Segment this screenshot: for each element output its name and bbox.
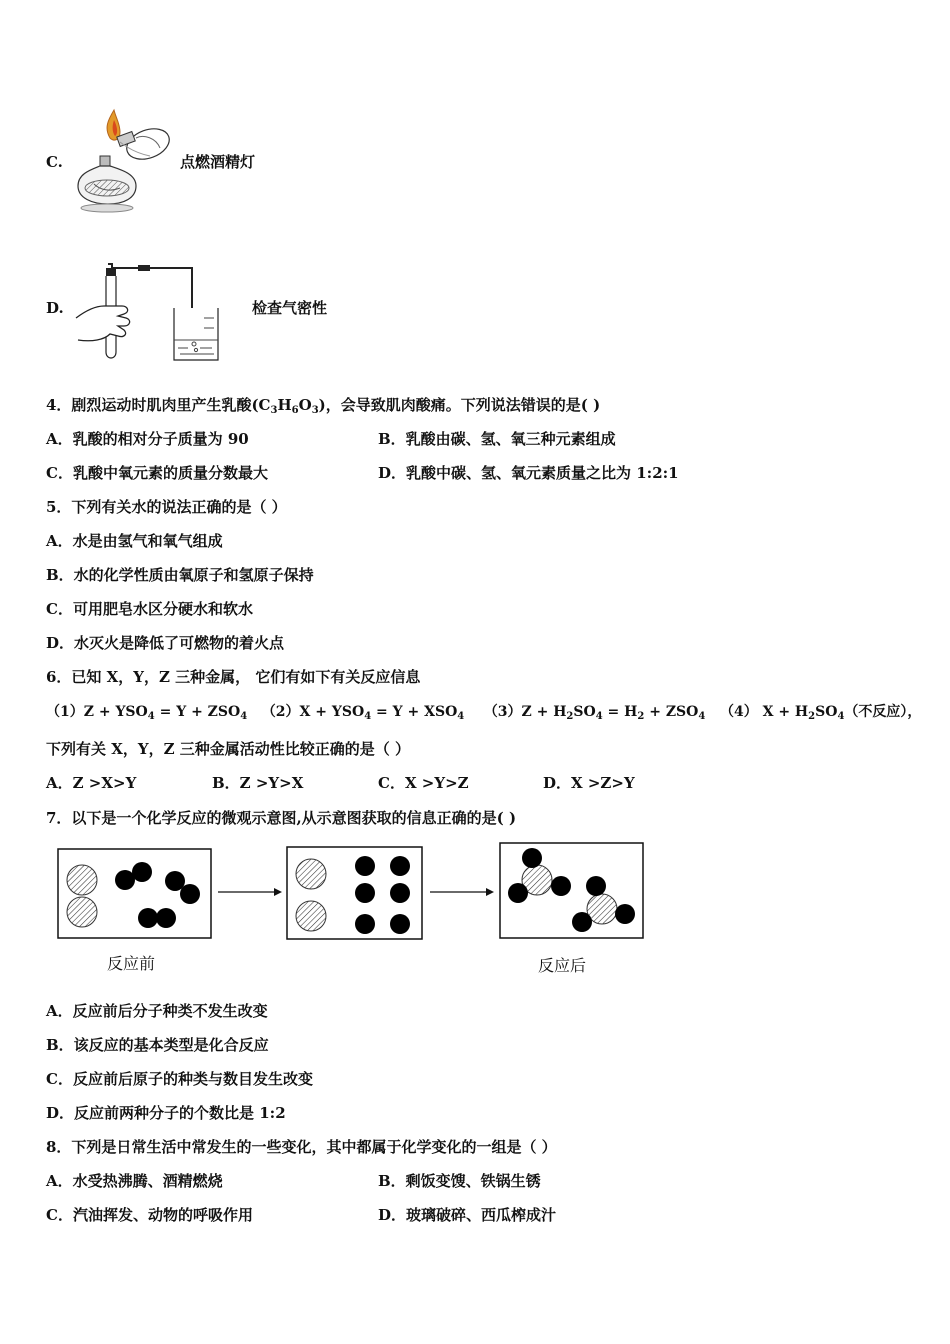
lamp-caption: 点燃酒精灯 <box>180 153 256 171</box>
alcohol-lamp-illustration <box>70 104 180 216</box>
black-atom <box>180 884 200 904</box>
question-4-stem: 4．剧烈运动时肌肉里产生乳酸$(C_3H_6O_3)$，会导致肌肉酸痛。下列说法错误的是( ) <box>46 396 601 416</box>
hatched-atom <box>67 897 97 927</box>
q5-option-a[interactable]: A．水是由氢气和氧气组成 <box>46 532 223 550</box>
black-atom <box>156 908 176 928</box>
airtightness-apparatus-illustration <box>74 256 234 368</box>
reaction-3: $(3)Z + H_2SO_4 = H_2 + ZSO_4$ <box>483 704 706 722</box>
after-reaction-label: 反应后 <box>538 956 587 975</box>
hatched-atom <box>67 865 97 895</box>
q8-option-b[interactable]: B．剩饭变馊、铁锅生锈 <box>378 1172 541 1190</box>
hatched-atom <box>296 901 326 931</box>
q5-option-b[interactable]: B．水的化学性质由氧原子和氢原子保持 <box>46 566 314 584</box>
black-atom <box>355 856 375 876</box>
black-atom <box>132 862 152 882</box>
q5-option-c[interactable]: C．可用肥皂水区分硬水和软水 <box>46 600 253 618</box>
black-atom <box>390 883 410 903</box>
q8-option-d[interactable]: D．玻璃破碎、西瓜榨成汁 <box>378 1206 557 1224</box>
black-atom <box>586 876 606 896</box>
black-atom <box>115 870 135 890</box>
black-atom <box>355 914 375 934</box>
reaction-2: $(2)X + YSO_4 = Y + XSO_4$ <box>261 704 465 722</box>
question-7-stem: 7．以下是一个化学反应的微观示意图,从示意图获取的信息正确的是( ) <box>46 809 517 827</box>
q7-option-b[interactable]: B．该反应的基本类型是化合反应 <box>46 1036 269 1054</box>
q5-option-d[interactable]: D．水灭火是降低了可燃物的着火点 <box>46 634 285 652</box>
q8-option-a[interactable]: A．水受热沸腾、酒精燃烧 <box>46 1172 223 1190</box>
before-reaction-label: 反应前 <box>107 954 156 973</box>
black-atom <box>508 883 528 903</box>
reaction-1: $(1)Z + YSO_4 = Y + ZSO_4$ <box>46 704 248 722</box>
question-6-stem: 6．已知 X，Y，Z 三种金属， 它们有如下有关反应信息 <box>46 668 421 686</box>
option-c-label: C. <box>46 153 63 171</box>
q7-option-c[interactable]: C．反应前后原子的种类与数目发生改变 <box>46 1070 313 1088</box>
question-8-stem: 8．下列是日常生活中常发生的一些变化，其中都属于化学变化的一组是（ ） <box>46 1138 557 1156</box>
reaction-diagram <box>0 836 950 948</box>
q4-option-d[interactable]: D．乳酸中碳、氢、氧元素质量之比为 1:2:1 <box>378 464 679 482</box>
question-5-stem: 5．下列有关水的说法正确的是（ ） <box>46 498 287 516</box>
q4-option-c[interactable]: C．乳酸中氧元素的质量分数最大 <box>46 464 268 482</box>
black-atom <box>355 883 375 903</box>
black-atom <box>551 876 571 896</box>
q4-option-b[interactable]: B．乳酸由碳、氢、氧三种元素组成 <box>378 430 616 448</box>
q7-option-d[interactable]: D．反应前两种分子的个数比是 1:2 <box>46 1104 286 1122</box>
black-atom <box>390 856 410 876</box>
q7-option-a[interactable]: A．反应前后分子种类不发生改变 <box>46 1002 268 1020</box>
q6-question: 下列有关 X，Y，Z 三种金属活动性比较正确的是（ ） <box>46 740 410 758</box>
q6-option-c[interactable]: C．X >Y>Z <box>378 774 469 792</box>
q4-option-a[interactable]: A．乳酸的相对分子质量为 90 <box>46 430 249 448</box>
black-atom <box>390 914 410 934</box>
q6-option-d[interactable]: D．X >Z>Y <box>543 774 635 792</box>
black-atom <box>572 912 592 932</box>
q6-option-a[interactable]: A．Z >X>Y <box>46 774 137 792</box>
hatched-atom <box>296 859 326 889</box>
black-atom <box>522 848 542 868</box>
q8-option-c[interactable]: C．汽油挥发、动物的呼吸作用 <box>46 1206 253 1224</box>
black-atom <box>615 904 635 924</box>
black-atom <box>138 908 158 928</box>
q6-option-b[interactable]: B．Z >Y>X <box>212 774 304 792</box>
q6-reactions <box>46 702 921 722</box>
airtightness-caption: 检查气密性 <box>252 299 328 317</box>
option-d-label: D. <box>46 299 64 317</box>
reaction-4: （4） $X + H_2SO_4$（不反应）， <box>719 704 922 722</box>
